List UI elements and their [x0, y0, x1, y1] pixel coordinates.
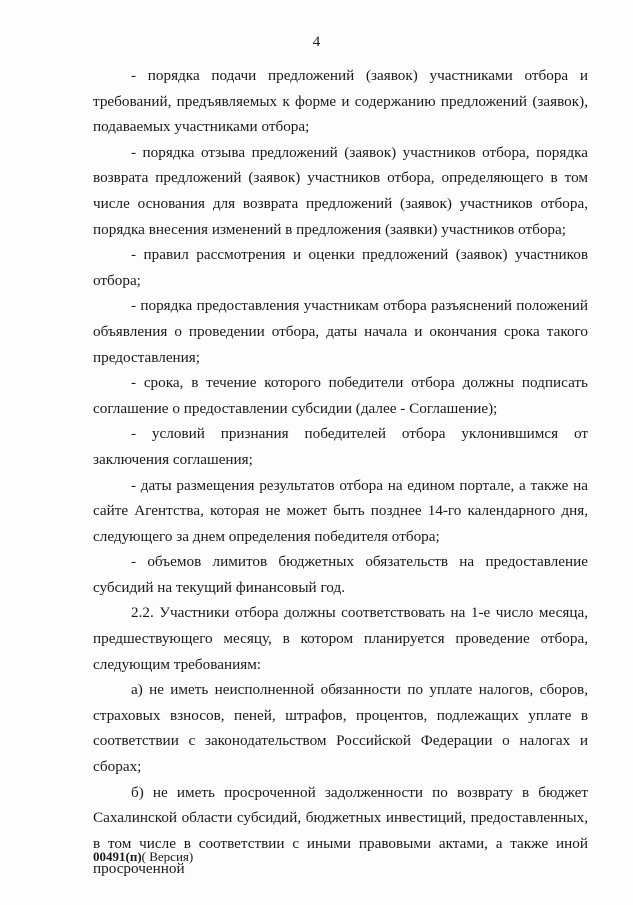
document-body — [93, 63, 588, 882]
paragraph-review-rules: - правил рассмотрения и оценки предложений (заявок) участников отбора; — [93, 246, 588, 289]
footer-code: 00491(п) — [93, 849, 142, 864]
paragraph-requirement-b: б) не иметь просроченной задолженности по возврату в бюджет Сахалинской области субсидий, бюджетных инвестиций, предоставленных, в том числе в соответствии с иными правовыми актами, а также иной просроченной — [93, 783, 588, 878]
paragraph-submission-order: - порядка подачи предложений (заявок) участниками отбора и требований, предъявляемых к форме и содержанию предложений (заявок), подаваемых участниками отбора; — [93, 67, 588, 136]
footer-version: ( Версия) — [141, 849, 194, 864]
paragraph-withdrawal-order: - порядка отзыва предложений (заявок) участников отбора, порядка возврата предложений (заявок) участников отбора, определяющего в том числе основания для возврата предложений (заявок) участников отбора, порядка внесения изменений в предложения (заявки) участников отбора; — [93, 143, 588, 238]
paragraph-agreement-deadline: - срока, в течение которого победители отбора должны подписать соглашение о предоставлении субсидии (далее - Соглашение); — [93, 374, 588, 417]
paragraph-section-2-2: 2.2. Участники отбора должны соответствовать на 1-е число месяца, предшествующего месяцу, в котором планируется проведение отбора, следующим требованиям: — [93, 604, 588, 673]
paragraph-budget-limits: - объемов лимитов бюджетных обязательств на предоставление субсидий на текущий финансовый год. — [93, 553, 588, 596]
paragraph-evasion-conditions: - условий признания победителей отбора уклонившимся от заключения соглашения; — [93, 425, 588, 468]
paragraph-requirement-a: а) не иметь неисполненной обязанности по уплате налогов, сборов, страховых взносов, пеней, штрафов, процентов, подлежащих уплате в соответствии с законодательством Российской Федерации о налогах и сборах; — [93, 681, 588, 776]
page-number: 4 — [312, 34, 321, 50]
paragraph-clarification-order: - порядка предоставления участникам отбора разъяснений положений объявления о проведении отбора, даты начала и окончания срока такого предоставления; — [93, 297, 588, 366]
paragraph-results-publication: - даты размещения результатов отбора на едином портале, а также на сайте Агентства, которая не может быть позднее 14-го календарного дня, следующего за днем определения победителя отбора; — [93, 476, 588, 545]
footer-document-code — [93, 849, 193, 865]
